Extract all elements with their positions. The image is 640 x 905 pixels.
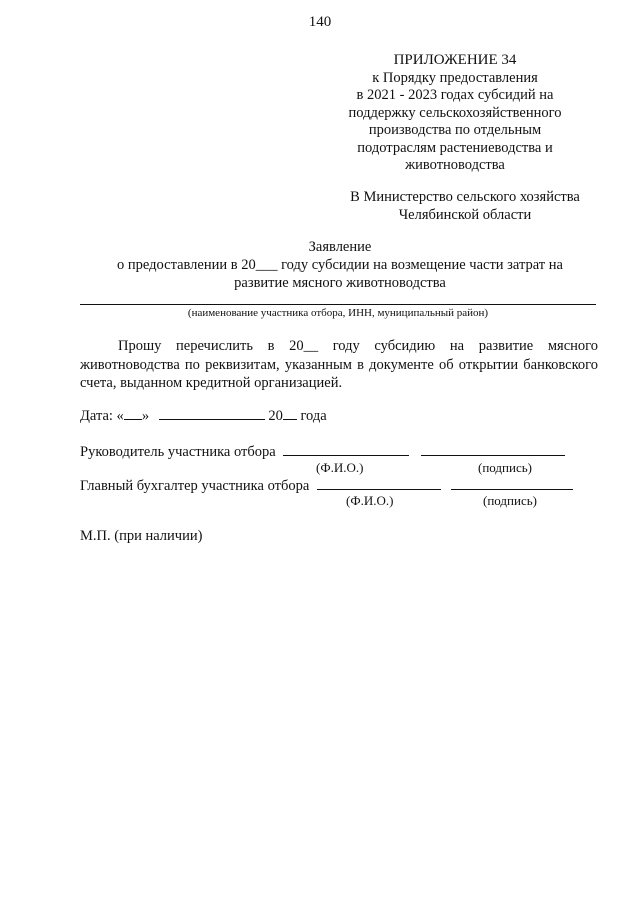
stamp-note: М.П. (при наличии) (80, 528, 203, 544)
participant-fill-line (80, 304, 596, 305)
heading-subtitle: развитие мясного животноводства (234, 275, 446, 291)
accountant-label: Главный бухгалтер участника отбора (80, 478, 310, 494)
head-fio-blank (283, 443, 409, 456)
annex-title: ПРИЛОЖЕНИЕ 34 (393, 52, 517, 68)
head-sign-blank (421, 443, 565, 456)
recipient-block (340, 188, 590, 224)
day-blank (124, 407, 142, 420)
request-paragraph: Прошу перечислить в 20__ году субсидию на развитие мясного животноводства по реквизитам, указанным в документе об открытии банковского счета, выданном кредитной организацией. (80, 338, 598, 391)
annex-block (330, 52, 580, 175)
participant-caption: (наименование участника отбора, ИНН, муниципальный район) (187, 307, 489, 319)
date-row (80, 407, 327, 425)
document-heading (60, 238, 620, 292)
accountant-fio-caption: (Ф.И.О.) (346, 493, 394, 508)
accountant-fio-blank (317, 477, 441, 490)
annex-line: в 2021 - 2023 годах субсидий на (356, 87, 554, 103)
year-blank (283, 407, 297, 420)
date-close-quote: » (141, 408, 150, 424)
accountant-sign-caption: (подпись) (483, 493, 537, 508)
head-signature-row (80, 443, 565, 461)
year-prefix: 20 (268, 408, 283, 424)
head-sign-caption: (подпись) (478, 460, 532, 475)
head-fio-caption: (Ф.И.О.) (316, 460, 364, 475)
date-label: Дата: « (80, 408, 124, 424)
annex-line: животноводства (405, 157, 505, 173)
annex-line: к Порядку предоставления (372, 69, 538, 86)
month-blank (159, 407, 265, 420)
year-suffix: года (300, 408, 327, 424)
accountant-sign-blank (451, 477, 573, 490)
annex-line: поддержку сельскохозяйственного (348, 104, 562, 121)
heading-title: Заявление (308, 239, 372, 255)
recipient-line: Челябинской области (398, 207, 532, 223)
page-number: 140 (308, 14, 332, 30)
heading-subtitle: о предоставлении в 20___ году субсидии на возмещение части затрат на (117, 257, 563, 273)
head-label: Руководитель участника отбора (80, 444, 276, 460)
annex-line: подотраслям растениеводства и (357, 139, 553, 156)
annex-line: производства по отдельным (368, 122, 542, 138)
recipient-line: В Министерство сельского хозяйства (350, 189, 580, 205)
